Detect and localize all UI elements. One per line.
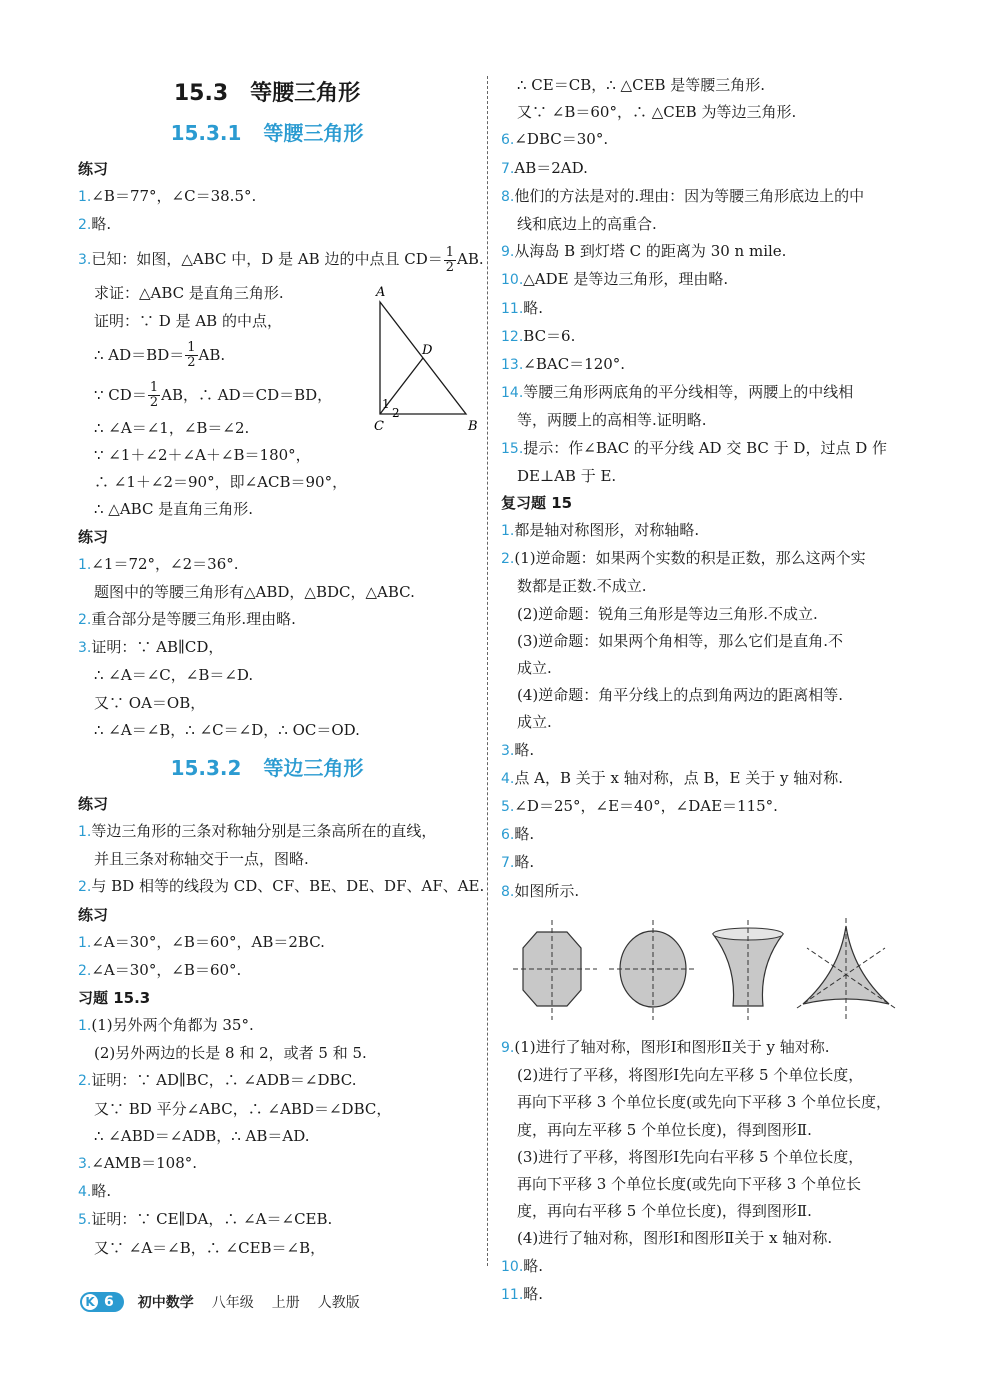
fraction: $\frac{1}{2}$ bbox=[187, 340, 196, 371]
answer-line: 7.略. bbox=[501, 853, 535, 872]
vase-figure bbox=[713, 920, 783, 1020]
answer-line: 又∵ ∠A＝∠B，∴ ∠CEB＝∠B， bbox=[94, 1238, 326, 1257]
answer-line: 14.等腰三角形两底角的平分线相等，两腰上的中线相 bbox=[501, 383, 854, 402]
answer-line: 4.略. bbox=[78, 1182, 112, 1201]
answer-line: 5.∠D＝25°，∠E＝40°，∠DAE＝115°. bbox=[501, 797, 778, 816]
octagon-figure bbox=[513, 920, 597, 1020]
answer-line: 1.∠B＝77°，∠C＝38.5°. bbox=[78, 187, 257, 205]
symmetry-figures-svg bbox=[501, 912, 901, 1030]
answer-line: 12.BC＝6. bbox=[501, 326, 576, 345]
answer-line: 8.如图所示. bbox=[501, 881, 580, 900]
answer-line: 等，两腰上的高相等.证明略. bbox=[517, 411, 707, 430]
proof-line: 求证：△ABC 是直角三角形. bbox=[94, 284, 284, 303]
footer-grade: 八年级 bbox=[211, 1295, 254, 1311]
answer-line: 度，再向左平移 5 个单位长度)，得到图形Ⅱ. bbox=[517, 1120, 812, 1139]
answer-line: 线和底边上的高重合. bbox=[517, 215, 657, 234]
answer-line: ∴ ∠A＝∠C，∠B＝∠D. bbox=[94, 666, 254, 685]
ellipse-figure bbox=[609, 920, 697, 1020]
answer-line: 4.点 A，B 关于 x 轴对称，点 B，E 关于 y 轴对称. bbox=[501, 768, 844, 787]
answer-line: 度，再向右平移 5 个单位长度)，得到图形Ⅱ. bbox=[517, 1202, 812, 1221]
section-name: 等腰三角形 bbox=[250, 81, 361, 106]
answer-line: 5.证明：∵ CE∥DA，∴ ∠A＝∠CEB. bbox=[78, 1210, 333, 1229]
answer-line: 3.略. bbox=[501, 740, 535, 759]
answer-line: 再向下平移 3 个单位长度(或先向下平移 3 个单位长度， bbox=[517, 1093, 892, 1112]
fraction: $\frac{1}{2}$ bbox=[149, 380, 159, 411]
answer-line: 9.(1)进行了轴对称，图形Ⅰ和图形Ⅱ关于 y 轴对称. bbox=[501, 1037, 830, 1056]
answer-line: 10.略. bbox=[501, 1256, 544, 1275]
answer-line: 3.已知：如图，△ABC 中，D 是 AB 边的中点且 CD＝ $\frac{1}{2}$ AB. bbox=[78, 244, 484, 275]
symmetry-figures bbox=[501, 912, 901, 1030]
subsection-title-2: 15.3.2 等边三角形 bbox=[170, 756, 364, 781]
label-d: D bbox=[422, 343, 433, 359]
practice-heading: 练习 bbox=[78, 905, 109, 924]
answer-line: (4)进行了轴对称，图形Ⅰ和图形Ⅱ关于 x 轴对称. bbox=[517, 1229, 833, 1248]
answer-line: 1.都是轴对称图形，对称轴略. bbox=[501, 521, 700, 540]
answer-line: 1.∠A＝30°，∠B＝60°，AB＝2BC. bbox=[78, 932, 325, 951]
proof-line: ∴ AD＝BD＝ $\frac{1}{2}$ AB. bbox=[94, 340, 226, 371]
answer-line: 又∵ BD 平分∠ABC，∴ ∠ABD＝∠DBC， bbox=[94, 1099, 392, 1118]
practice-heading: 练习 bbox=[78, 527, 109, 546]
answer-line: 再向下平移 3 个单位长度(或先向下平移 3 个单位长 bbox=[517, 1174, 862, 1193]
answer-line: 成立. bbox=[517, 713, 552, 732]
answer-line: 成立. bbox=[517, 659, 552, 678]
answer-line: 15.提示：作∠BAC 的平分线 AD 交 BC 于 D，过点 D 作 bbox=[501, 438, 888, 457]
practice-heading: 练习 bbox=[78, 160, 109, 178]
answer-line: 9.从海岛 B 到灯塔 C 的距离为 30 n mile. bbox=[501, 242, 787, 261]
label-c: C bbox=[374, 419, 384, 435]
answer-line: 2.与 BD 相等的线段为 CD、CF、BE、DE、DF、AF、AE. bbox=[78, 877, 485, 896]
exercise-heading: 习题 15.3 bbox=[78, 989, 151, 1008]
answer-line: 1.(1)另外两个角都为 35°. bbox=[78, 1016, 254, 1035]
answer-line: 1.∠1＝72°，∠2＝36°. bbox=[78, 554, 239, 573]
page-badge bbox=[80, 1292, 124, 1312]
subsection-name: 等腰三角形 bbox=[263, 121, 364, 145]
proof-line: 证明：∵ D 是 AB 的中点， bbox=[94, 311, 282, 330]
answer-line: 题图中的等腰三角形有△ABD，△BDC，△ABC. bbox=[94, 582, 415, 601]
section-title bbox=[78, 76, 476, 107]
proof-line: ∵ CD＝ $\frac{1}{2}$ AB，∴ AD＝CD＝BD， bbox=[94, 380, 333, 411]
answer-line: 11.略. bbox=[501, 298, 544, 317]
answer-line: 6.∠DBC＝30°. bbox=[501, 130, 609, 149]
answer-line: (3)进行了平移，将图形Ⅰ先向右平移 5 个单位长度， bbox=[517, 1147, 864, 1166]
answer-line: (3)逆命题：如果两个角相等，那么它们是直角.不 bbox=[517, 631, 844, 650]
label-a: A bbox=[376, 285, 386, 301]
proof-line: ∴ ∠1＋∠2＝90°，即∠ACB＝90°， bbox=[94, 473, 348, 492]
curved-triangle-figure bbox=[797, 918, 895, 1020]
answer-line: 数都是正数.不成立. bbox=[517, 577, 647, 596]
answer-line: 6.略. bbox=[501, 825, 535, 844]
subsection-title-1 bbox=[78, 117, 476, 146]
footer-volume: 上册 bbox=[271, 1295, 300, 1311]
answer-line: 3.证明：∵ AB∥CD， bbox=[78, 638, 224, 657]
footer-subject: 初中数学 bbox=[137, 1295, 194, 1311]
answer-line: 又∵ ∠B＝60°，∴ △CEB 为等边三角形. bbox=[517, 103, 797, 122]
triangle-figure bbox=[366, 284, 476, 434]
answer-line: 7.AB＝2AD. bbox=[501, 158, 588, 177]
page-number: 6 bbox=[104, 1294, 114, 1310]
column-divider bbox=[487, 76, 488, 1266]
page-footer bbox=[80, 1292, 378, 1312]
practice-heading: 练习 bbox=[78, 795, 109, 814]
fraction: $\frac{1}{2}$ bbox=[445, 244, 455, 275]
answer-line: (2)进行了平移，将图形Ⅰ先向左平移 5 个单位长度， bbox=[517, 1066, 864, 1085]
review-heading: 复习题 15 bbox=[501, 494, 573, 513]
answer-line: DE⊥AB 于 E. bbox=[517, 466, 617, 485]
left-column bbox=[78, 72, 485, 1262]
answer-line: 2.(1)逆命题：如果两个实数的积是正数，那么这两个实 bbox=[501, 549, 866, 568]
section-number: 15.3 bbox=[173, 81, 229, 106]
answer-line: (4)逆命题：角平分线上的点到角两边的距离相等. bbox=[517, 686, 844, 705]
answer-line: ∴ CE＝CB，∴ △CEB 是等腰三角形. bbox=[517, 76, 766, 94]
right-column bbox=[501, 72, 901, 1309]
footer-edition: 人教版 bbox=[317, 1295, 360, 1311]
answer-line: 2.重合部分是等腰三角形.理由略. bbox=[78, 610, 296, 629]
answer-line: 11.略. bbox=[501, 1284, 544, 1303]
answer-line: 1.等边三角形的三条对称轴分别是三条高所在的直线， bbox=[78, 822, 437, 841]
answer-line: 2.证明：∵ AD∥BC，∴ ∠ADB＝∠DBC. bbox=[78, 1071, 357, 1090]
label-b: B bbox=[468, 419, 478, 435]
answer-line: 2.∠A＝30°，∠B＝60°. bbox=[78, 960, 242, 979]
answer-line: (2)另外两边的长是 8 和 2，或者 5 和 5. bbox=[94, 1044, 367, 1063]
label-angle-2: 2 bbox=[392, 406, 400, 421]
k-logo-icon: K bbox=[82, 1294, 98, 1310]
subsection-number: 15.3.1 bbox=[170, 121, 242, 145]
answer-line: 10.△ADE 是等边三角形，理由略. bbox=[501, 270, 729, 289]
answer-line: 并且三条对称轴交于一点，图略. bbox=[94, 850, 309, 869]
answer-line: ∴ ∠ABD＝∠ADB，∴ AB＝AD. bbox=[94, 1126, 310, 1145]
answer-line: 又∵ OA＝OB， bbox=[94, 693, 206, 712]
proof-line: ∵ ∠1＋∠2＋∠A＋∠B＝180°， bbox=[94, 446, 311, 465]
answer-line: 13.∠BAC＝120°. bbox=[501, 355, 626, 374]
answer-line: 2.略. bbox=[78, 215, 112, 234]
answer-line: 3.∠AMB＝108°. bbox=[78, 1154, 198, 1173]
answer-line: 8.他们的方法是对的.理由：因为等腰三角形底边上的中 bbox=[501, 186, 865, 205]
proof-line: ∴ ∠A＝∠1，∠B＝∠2. bbox=[94, 418, 250, 437]
proof-line: ∴ △ABC 是直角三角形. bbox=[94, 500, 253, 519]
label-angle-1: 1 bbox=[382, 397, 390, 412]
answer-line: (2)逆命题：锐角三角形是等边三角形.不成立. bbox=[517, 604, 818, 623]
answer-line: ∴ ∠A＝∠B，∴ ∠C＝∠D，∴ OC＝OD. bbox=[94, 720, 360, 739]
proof-block bbox=[78, 280, 476, 523]
